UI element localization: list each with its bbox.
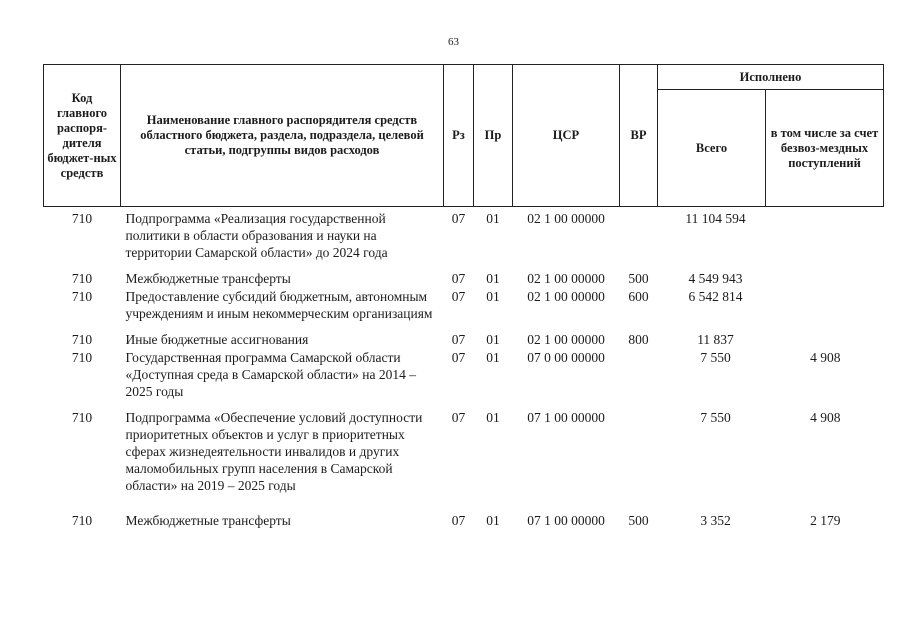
cell-name: Иные бюджетные ассигнования: [125, 332, 309, 347]
cell-csr: 07 1 00 00000: [527, 513, 605, 528]
cell-rz: 07: [451, 513, 466, 528]
cell-total: 7 550: [700, 410, 731, 425]
cell-free-receipts: 4 908: [810, 410, 841, 425]
cell-free-receipts: [766, 330, 884, 348]
cell-total: 11 837: [697, 332, 734, 347]
cell-csr: 02 1 00 00000: [527, 211, 605, 226]
cell-pr: 01: [486, 350, 500, 365]
cell-code: 710: [71, 410, 93, 425]
cell-code: 710: [71, 332, 93, 347]
cell-vr: 600: [628, 289, 649, 304]
cell-code: 710: [71, 271, 93, 286]
cell-free-receipts: [766, 287, 884, 330]
table-row: [44, 408, 884, 511]
cell-csr: 02 1 00 00000: [527, 271, 605, 286]
cell-total: 11 104 594: [685, 211, 746, 226]
cell-vr: [620, 408, 658, 511]
header-executed: Исполнено: [658, 65, 884, 90]
cell-rz: 07: [451, 332, 466, 347]
cell-csr: 07 0 00 00000: [527, 350, 605, 365]
cell-vr: [620, 348, 658, 408]
cell-code: 710: [71, 513, 93, 528]
header-vr: ВР: [620, 65, 658, 207]
table-body: [44, 207, 884, 530]
cell-name: Предоставление субсидий бюджетным, автономным учреждениям и иным некоммерческим организациям: [125, 289, 433, 321]
cell-pr: 01: [486, 211, 500, 226]
cell-csr: 02 1 00 00000: [527, 332, 605, 347]
cell-name: Подпрограмма «Реализация государственной политики в области образования и науки на территории Самарской области» до 2024 года: [125, 211, 388, 260]
cell-pr: 01: [486, 513, 500, 528]
cell-vr: [620, 207, 658, 270]
cell-name: Государственная программа Самарской области «Доступная среда в Самарской области» на 2014 – 2025 годы: [125, 350, 416, 399]
cell-rz: 07: [451, 271, 466, 286]
table-row: [44, 511, 884, 529]
header-rz: Рз: [444, 65, 474, 207]
cell-pr: 01: [486, 271, 500, 286]
cell-free-receipts: [766, 207, 884, 270]
cell-code: 710: [71, 211, 93, 226]
cell-code: 710: [71, 350, 93, 365]
cell-vr: 500: [628, 513, 649, 528]
header-code: Код главного распоря-дителя бюджет-ных средств: [44, 65, 121, 207]
table-row: [44, 287, 884, 330]
cell-csr: 07 1 00 00000: [527, 410, 605, 425]
cell-pr: 01: [486, 410, 500, 425]
cell-free-receipts: [766, 269, 884, 287]
table-header: [44, 65, 884, 207]
cell-total: 4 549 943: [688, 271, 743, 286]
cell-rz: 07: [451, 211, 466, 226]
cell-pr: 01: [486, 289, 500, 304]
cell-total: 3 352: [700, 513, 731, 528]
cell-name: Подпрограмма «Обеспечение условий доступности приоритетных объектов и услуг в приоритетных сферах жизнедеятельности инвалидов и других маломобильных групп населения в Самарской области» на 2019 – 2025 годы: [125, 410, 423, 493]
cell-name: Межбюджетные трансферты: [125, 513, 291, 528]
cell-total: 7 550: [700, 350, 731, 365]
cell-rz: 07: [451, 289, 466, 304]
page-number: 63: [448, 36, 459, 48]
cell-total: 6 542 814: [688, 289, 743, 304]
cell-vr: 500: [628, 271, 649, 286]
cell-name: Межбюджетные трансферты: [125, 271, 291, 286]
cell-free-receipts: 4 908: [810, 350, 841, 365]
header-total: Всего: [658, 90, 766, 207]
cell-rz: 07: [451, 410, 466, 425]
header-name: Наименование главного распорядителя средств областного бюджета, раздела, подраздела, целевой статьи, подгруппы видов расходов: [121, 65, 444, 207]
header-pr: Пр: [474, 65, 513, 207]
table-row: [44, 348, 884, 408]
table-row: [44, 269, 884, 287]
table-row: [44, 330, 884, 348]
header-csr: ЦСР: [513, 65, 620, 207]
cell-vr: 800: [628, 332, 649, 347]
table-row: [44, 207, 884, 270]
cell-pr: 01: [486, 332, 500, 347]
header-free-receipts: в том числе за счет безвоз-мездных поступлений: [766, 90, 884, 207]
cell-free-receipts: 2 179: [810, 513, 841, 528]
budget-table: [43, 64, 884, 529]
cell-code: 710: [71, 289, 93, 304]
cell-csr: 02 1 00 00000: [527, 289, 605, 304]
cell-rz: 07: [451, 350, 466, 365]
